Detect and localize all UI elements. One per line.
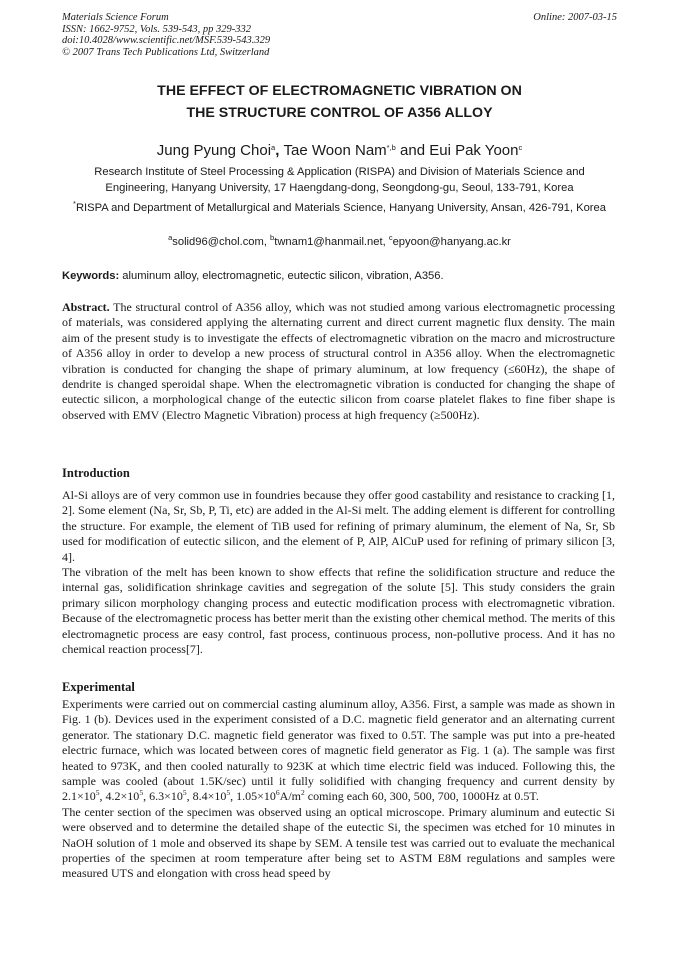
email-a: solid96@chol.com, — [172, 236, 271, 248]
experimental-paragraph-2: The center section of the specimen was observed using an optical microscope. Primary aluminum and eutectic Si were observed and to determine the detailed shape of the eutectic Si, the specimen was etched for 10 minutes in NaOH solution of 1 mole and observed its shape by SEM. A tensile test was carried out to evaluate the mechanical properties of the specimen at room temperature after being set to ASTM E8M regulations and samples were measured UTS and elongation with cross head speed by — [62, 804, 615, 881]
exp-exponent-2: 5 — [139, 788, 144, 798]
introduction-paragraph-1: Al-Si alloys are of very common use in foundries because they offer good castability and resistance to cracking [1, 2]. Some element (Na, Sr, Sb, P, Ti, etc) are added in the Al-Si melt. The adding element is different for controlling the structure. For example, the element of TiB used for refining of primary aluminum, the element of Na, Sr, Sb used for modification of eutectic silicon, and the element of P, AlP, AlCuP used for refining of primary silicon [3, 4]. — [62, 488, 615, 564]
title-line-1: THE EFFECT OF ELECTROMAGNETIC VIBRATION ON — [157, 83, 522, 99]
author-separator: , — [275, 142, 284, 159]
copyright-line: © 2007 Trans Tech Publications Ltd, Switzerland — [62, 46, 270, 58]
email-b: twnam1@hanmail.net, — [274, 236, 389, 248]
exp-text-d: , 8.4×10 — [186, 789, 227, 804]
journal-header — [62, 12, 617, 58]
experimental-paragraph-1 — [62, 697, 615, 805]
exp-exponent-1: 5 — [95, 788, 100, 798]
issn-line: ISSN: 1662-9752, Vols. 539-543, pp 329-332 — [62, 23, 251, 35]
paper-title — [62, 80, 617, 124]
exp-text-b: , 4.2×10 — [99, 789, 140, 804]
journal-name: Materials Science Forum — [62, 12, 169, 23]
email-b-mark: b — [270, 233, 275, 242]
exp-text-e: , 1.05×10 — [230, 789, 276, 804]
exp-text-a: Experiments were carried out on commercial casting aluminum alloy, A356. First, a sample was made as shown in Fig. 1 (b). Devices used in the experiment consisted of a D.C. magnetic field generator and an alternating current generator. The stationary D.C. magnetic field generator was fixed to 0.5T. The sample was put into a pre-heated electric furnace, which was located between cores of magnetic field generator as Fig. 1 (a). The sample was first heated to 973K, and then cooled naturally to 923K at which time electric field was induced. Following this, the sample was cooled (about 1.5K/sec) until it fully solidified with changing frequency and current density by 2.1×10 — [62, 697, 615, 804]
keywords-text: aluminum alloy, electromagnetic, eutectic silicon, vibration, A356. — [119, 270, 444, 282]
author-2-mark: *,b — [386, 143, 396, 152]
online-date: Online: 2007-03-15 — [533, 12, 617, 23]
introduction-body — [62, 488, 615, 657]
abstract-label: Abstract. — [62, 300, 110, 314]
author-1: Jung Pyung Choi — [156, 142, 272, 159]
doi-line: doi:10.4028/www.scientific.net/MSF.539-543.329 — [62, 35, 271, 47]
author-3: Eui Pak Yoon — [429, 142, 519, 159]
title-line-2: THE STRUCTURE CONTROL OF A356 ALLOY — [186, 105, 493, 121]
affiliation-1: Research Institute of Steel Processing & Application (RISPA) and Division of Materials Science and Engineering, Hanyang University, 17 Haengdang-dong, Seongdong-gu, Seoul, 133-791, Korea — [94, 166, 585, 194]
affiliation-2 — [62, 201, 617, 217]
email-c-mark: c — [388, 233, 393, 242]
exp-text-f: A/m — [279, 789, 301, 804]
introduction-heading: Introduction — [62, 466, 130, 480]
email-a-mark: a — [168, 233, 173, 242]
author-conjunction: and — [395, 142, 430, 159]
abstract-text: The structural control of A356 alloy, which was not studied among various electromagnetic processing of materials, was considered applying the alternating current and direct current magnetic flux density. The main aim of the present study is to investigate the effects of electromagnetic vibration on the macro and microstructure of A356 alloy in order to develop a new process of structural control in A356 alloy. When the electromagnetic vibration is conducted for changing the shape of primary aluminum, at low frequency (≤60Hz), the shape of dendrite is changed speroidal shape. When the electromagnetic vibration is conducted for changing the shape of eutectic silicon, a morphological change of the eutectic silicon from coarse platelet flakes to fine fiber shape is observed with EMV (Electro Magnetic Vibration) process at high frequency (≥500Hz). — [62, 300, 615, 422]
exp-exponent-6: 2 — [301, 788, 305, 798]
exp-text-g: coming each 60, 300, 500, 700, 1000Hz at 0.5T. — [304, 789, 539, 804]
author-3-mark: c — [518, 143, 523, 152]
author-2: Tae Woon Nam — [283, 142, 387, 159]
introduction-paragraph-2: The vibration of the melt has been known to show effects that refine the solidification structure and reduce the internal gas, solidification shrinkage cavities and segregation of the solute [5]. This study considers the grain primary silicon morphology changing process and eutectic modification process with electromagnetic vibration. Because of the electromagnetic process has better merit than the existing other chemical method. The merits of this electromagnetic process are easy control, fast process, continuous process, non-pollutive process. And it has no chemical reaction process[7]. — [62, 565, 615, 657]
exp-exponent-4: 5 — [226, 788, 231, 798]
keywords — [62, 270, 617, 282]
exp-exponent-5: 6 — [275, 788, 280, 798]
affiliation-2-text: RISPA and Department of Metallurgical and Materials Science, Hanyang University, Ansan, 426-791, Korea — [75, 202, 606, 214]
email-c: epyoon@hanyang.ac.kr — [392, 236, 511, 248]
experimental-body — [62, 697, 615, 882]
exp-text-c: , 6.3×10 — [143, 789, 183, 804]
abstract — [62, 300, 615, 423]
affiliation-2-mark: * — [73, 199, 76, 208]
author-emails — [62, 233, 617, 248]
exp-exponent-3: 5 — [182, 788, 187, 798]
author-1-mark: a — [271, 143, 276, 152]
author-list — [62, 142, 617, 159]
experimental-heading: Experimental — [62, 680, 135, 694]
keywords-label: Keywords: — [62, 270, 120, 282]
